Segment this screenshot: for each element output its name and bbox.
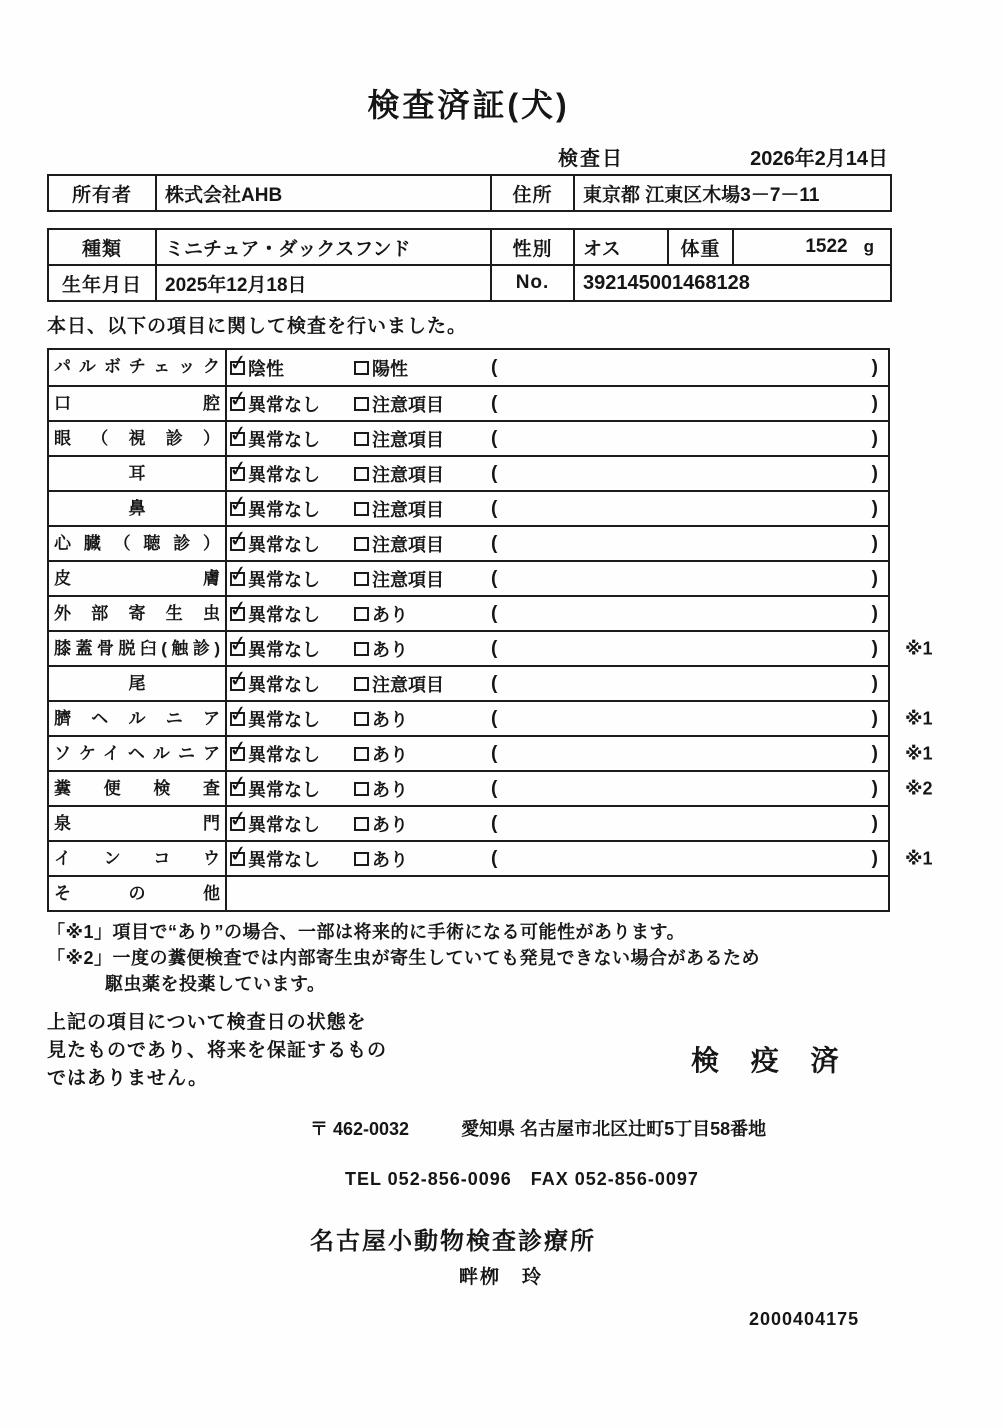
checkbox[interactable]	[227, 699, 250, 727]
option-label: あり	[372, 604, 408, 625]
option-secondary	[354, 671, 491, 697]
checklist-options	[227, 559, 888, 595]
option-label: 注意項目	[372, 534, 444, 555]
remarks-field	[491, 428, 888, 450]
option-primary	[227, 489, 354, 522]
check-mark-icon: ✓	[227, 559, 250, 587]
option-secondary	[354, 566, 491, 592]
option-primary	[227, 524, 354, 557]
clinic-postal-code: 〒 462-0032	[310, 1119, 410, 1139]
checklist-table	[47, 348, 933, 912]
checklist-item-label: 外部寄生虫	[49, 597, 227, 630]
row-note: ※1	[905, 848, 933, 868]
disclaimer-line-2: 見たものであり、将来を保証するもの	[47, 1040, 388, 1061]
paren-close: )	[871, 602, 878, 624]
footnote-1: 「※1」項目で“あり”の場合、一部は将来的に手術になる可能性があります。	[47, 922, 686, 942]
option-label: あり	[372, 779, 408, 800]
checkbox[interactable]	[354, 361, 369, 375]
remarks-field	[491, 673, 888, 695]
checklist-options	[227, 699, 888, 735]
checklist-item-label: 耳	[49, 457, 227, 490]
row-note: ※1	[905, 638, 933, 658]
checklist-item-label: インコウ	[49, 842, 227, 875]
checklist-row	[49, 699, 933, 735]
birth-value: 2025年12月18日	[156, 265, 491, 301]
checkbox[interactable]	[227, 664, 250, 692]
paren-open: (	[491, 847, 498, 869]
option-label: 異常なし	[248, 499, 320, 520]
paren-close: )	[871, 532, 878, 554]
checklist-options	[227, 489, 888, 525]
check-mark-icon: ✓	[227, 629, 250, 657]
inspection-date-value: 2026年2月14日	[750, 148, 888, 170]
option-label: 異常なし	[248, 709, 320, 730]
checkbox[interactable]	[354, 712, 369, 726]
checkbox[interactable]	[354, 747, 369, 761]
option-secondary	[354, 531, 491, 557]
option-primary	[227, 699, 354, 732]
option-label: あり	[372, 709, 408, 730]
quarantine-passed-stamp: 検 疫 済	[691, 1045, 851, 1076]
checklist-row	[49, 420, 888, 455]
paren-close: )	[871, 356, 878, 378]
inspection-date-label: 検査日	[558, 148, 624, 170]
checkbox[interactable]	[227, 594, 250, 622]
remarks-field	[491, 638, 888, 660]
inspection-date-row	[47, 142, 890, 168]
weight-value: 1522	[805, 236, 848, 257]
option-primary	[227, 769, 354, 802]
option-label: 異常なし	[248, 569, 320, 590]
checkbox[interactable]	[227, 629, 250, 657]
veterinarian-name: 畔栁 玲	[459, 1267, 544, 1288]
checkbox[interactable]	[227, 454, 250, 482]
checklist-item-label: 膝蓋骨脱臼(触診)	[49, 632, 227, 665]
paren-open: (	[491, 777, 498, 799]
weight-unit: g	[863, 237, 874, 256]
checklist-options	[227, 419, 888, 455]
paren-close: )	[871, 637, 878, 659]
remarks-field	[491, 533, 888, 555]
paren-open: (	[491, 602, 498, 624]
option-label: 異常なし	[248, 779, 320, 800]
check-mark-icon: ✓	[227, 699, 250, 727]
checklist-row	[49, 805, 888, 840]
checkbox[interactable]	[227, 489, 250, 517]
page-title: 検査済証(犬)	[367, 87, 570, 123]
remarks-field	[491, 357, 888, 379]
option-primary	[227, 348, 354, 381]
checklist-row	[49, 560, 888, 595]
option-label: 注意項目	[372, 464, 444, 485]
checklist-item-label: 臍ヘルニア	[49, 702, 227, 735]
checkbox[interactable]	[354, 397, 369, 411]
checkbox[interactable]	[354, 537, 369, 551]
paren-open: (	[491, 812, 498, 834]
checklist-options	[227, 839, 888, 875]
paren-close: )	[871, 707, 878, 729]
checkbox[interactable]	[227, 769, 250, 797]
option-primary	[227, 804, 354, 837]
checkbox[interactable]	[227, 839, 250, 867]
checklist-options	[227, 629, 888, 665]
remarks-field	[491, 603, 888, 625]
checklist-options	[227, 524, 888, 560]
option-secondary	[354, 355, 491, 381]
check-mark-icon: ✓	[227, 664, 250, 692]
remarks-field	[491, 778, 888, 800]
option-label: 異常なし	[248, 674, 320, 695]
owner-label: 所有者	[48, 175, 156, 211]
number-value: 392145001468128	[574, 265, 891, 301]
paren-close: )	[871, 567, 878, 589]
check-mark-icon: ✓	[227, 839, 250, 867]
checkbox[interactable]	[354, 502, 369, 516]
owner-table	[47, 174, 892, 212]
paren-close: )	[871, 742, 878, 764]
birth-row	[48, 265, 891, 301]
clinic-name: 名古屋小動物検査診療所	[310, 1228, 596, 1255]
checklist-item-label: 口腔	[49, 387, 227, 420]
disclaimer-line-1: 上記の項目について検査日の状態を	[47, 1012, 367, 1033]
breed-row	[48, 229, 891, 265]
paren-close: )	[871, 392, 878, 414]
weight-label: 体重	[668, 229, 733, 265]
checkbox[interactable]	[354, 432, 369, 446]
checklist-options	[227, 769, 888, 805]
check-mark-icon: ✓	[227, 594, 250, 622]
option-label: 陰性	[248, 358, 284, 379]
serial-number: 2000404175	[749, 1309, 860, 1329]
checklist-options	[227, 350, 888, 385]
clinic-tel-fax: TEL 052-856-0096 FAX 052-856-0097	[345, 1169, 699, 1189]
option-label: 異常なし	[248, 429, 320, 450]
checklist-row	[49, 665, 888, 700]
option-secondary	[354, 706, 491, 732]
checklist-options	[227, 804, 888, 840]
option-primary	[227, 384, 354, 417]
checkbox[interactable]	[227, 384, 250, 412]
checklist-options	[227, 384, 888, 420]
remarks-field	[491, 708, 888, 730]
option-secondary	[354, 636, 491, 662]
checkbox[interactable]	[227, 734, 250, 762]
paren-open: (	[491, 532, 498, 554]
owner-value: 株式会社AHB	[156, 175, 491, 211]
checklist-item-label: 泉門	[49, 807, 227, 840]
checkbox[interactable]	[354, 607, 369, 621]
option-label: 注意項目	[372, 499, 444, 520]
checklist-options	[227, 664, 888, 700]
option-secondary	[354, 601, 491, 627]
option-label: 異常なし	[248, 639, 320, 660]
breed-label: 種類	[48, 229, 156, 265]
option-label: 異常なし	[248, 394, 320, 415]
option-secondary	[354, 426, 491, 452]
check-mark-icon: ✓	[227, 489, 250, 517]
checkbox[interactable]	[354, 782, 369, 796]
paren-close: )	[871, 847, 878, 869]
row-note: ※2	[905, 778, 933, 798]
checklist-item-label: その他	[49, 877, 227, 910]
checklist-options	[227, 877, 888, 910]
breed-value: ミニチュア・ダックスフンド	[156, 229, 491, 265]
checkbox[interactable]	[354, 467, 369, 481]
address-value: 東京都 江東区木場3－7－11	[574, 175, 891, 211]
checklist-row	[49, 350, 888, 385]
footnote-2: 「※2」一度の糞便検査では内部寄生虫が寄生していても発見できない場合があるため	[47, 948, 761, 968]
row-note: ※1	[905, 743, 933, 763]
option-primary	[227, 559, 354, 592]
checklist-row	[49, 595, 888, 630]
remarks-field	[491, 498, 888, 520]
option-label: あり	[372, 639, 408, 660]
option-label: 異常なし	[248, 849, 320, 870]
checklist-item-label: 糞便検査	[49, 772, 227, 805]
number-label: No.	[491, 265, 574, 301]
option-label: 異常なし	[248, 604, 320, 625]
checklist-row	[49, 385, 888, 420]
paren-open: (	[491, 742, 498, 764]
option-secondary	[354, 846, 491, 872]
checklist-item-label: 心臓（聴診）	[49, 527, 227, 560]
check-mark-icon: ✓	[227, 524, 250, 552]
paren-open: (	[491, 356, 498, 378]
remarks-field	[491, 568, 888, 590]
option-secondary	[354, 776, 491, 802]
checklist-row	[49, 875, 888, 910]
checkbox[interactable]	[227, 524, 250, 552]
check-mark-icon: ✓	[227, 804, 250, 832]
paren-open: (	[491, 637, 498, 659]
option-label: あり	[372, 849, 408, 870]
animal-info-table	[47, 228, 892, 302]
paren-close: )	[871, 672, 878, 694]
remarks-field	[491, 393, 888, 415]
remarks-field	[491, 463, 888, 485]
paren-close: )	[871, 777, 878, 799]
checkbox[interactable]	[227, 348, 250, 376]
option-label: 異常なし	[248, 534, 320, 555]
address-label: 住所	[491, 175, 574, 211]
checkbox[interactable]	[227, 804, 250, 832]
option-primary	[227, 629, 354, 662]
option-primary	[227, 454, 354, 487]
row-note: ※1	[905, 708, 933, 728]
checklist-item-label: ソケイヘルニア	[49, 737, 227, 770]
checkbox[interactable]	[227, 419, 250, 447]
sex-value: オス	[574, 229, 668, 265]
option-label: あり	[372, 744, 408, 765]
checklist-row	[49, 629, 933, 665]
option-label: 異常なし	[248, 744, 320, 765]
birth-label: 生年月日	[48, 265, 156, 301]
owner-row	[48, 175, 891, 211]
checklist-item-label: 眼（視診）	[49, 422, 227, 455]
checklist-row	[49, 525, 888, 560]
checkbox[interactable]	[354, 642, 369, 656]
option-label: 注意項目	[372, 674, 444, 695]
checkbox[interactable]	[354, 817, 369, 831]
check-mark-icon: ✓	[227, 734, 250, 762]
check-mark-icon: ✓	[227, 454, 250, 482]
sex-label: 性別	[491, 229, 574, 265]
paren-open: (	[491, 707, 498, 729]
option-secondary	[354, 496, 491, 522]
paren-open: (	[491, 567, 498, 589]
option-secondary	[354, 811, 491, 837]
paren-close: )	[871, 462, 878, 484]
checklist-item-label: 鼻	[49, 492, 227, 525]
checkbox[interactable]	[227, 559, 250, 587]
checklist-row	[49, 839, 933, 875]
checkbox[interactable]	[354, 572, 369, 586]
option-primary	[227, 734, 354, 767]
remarks-field	[491, 813, 888, 835]
option-secondary	[354, 741, 491, 767]
paren-open: (	[491, 672, 498, 694]
paren-open: (	[491, 392, 498, 414]
checklist-row	[49, 455, 888, 490]
checklist-options	[227, 454, 888, 490]
option-secondary	[354, 461, 491, 487]
checklist-options	[227, 734, 888, 770]
option-primary	[227, 419, 354, 452]
remarks-field	[491, 848, 888, 870]
checklist-row	[49, 769, 933, 805]
checkbox[interactable]	[354, 852, 369, 866]
paren-open: (	[491, 497, 498, 519]
option-label: 陽性	[372, 358, 408, 379]
option-label: 注意項目	[372, 394, 444, 415]
clinic-address-row	[47, 1115, 890, 1141]
intro-sentence: 本日、以下の項目に関して検査を行いました。	[47, 316, 468, 337]
check-mark-icon: ✓	[227, 348, 250, 376]
checklist-item-label: 皮膚	[49, 562, 227, 595]
option-label: 異常なし	[248, 814, 320, 835]
option-label: 異常なし	[248, 464, 320, 485]
paren-open: (	[491, 462, 498, 484]
clinic-address: 愛知県 名古屋市北区辻町5丁目58番地	[461, 1119, 767, 1139]
disclaimer-line-3: ではありません。	[47, 1068, 209, 1089]
paren-close: )	[871, 497, 878, 519]
option-primary	[227, 839, 354, 872]
checklist-item-label: 尾	[49, 667, 227, 700]
option-primary	[227, 664, 354, 697]
weight-cell	[733, 229, 891, 265]
checkbox[interactable]	[354, 677, 369, 691]
check-mark-icon: ✓	[227, 769, 250, 797]
checklist-row	[49, 734, 933, 770]
option-label: 注意項目	[372, 569, 444, 590]
footnote-2-continued: 駆虫薬を投薬しています。	[105, 974, 326, 994]
paren-close: )	[871, 812, 878, 834]
paren-open: (	[491, 427, 498, 449]
option-label: 注意項目	[372, 429, 444, 450]
option-secondary	[354, 391, 491, 417]
checklist-item-label: パルボチェック	[49, 350, 227, 385]
paren-close: )	[871, 427, 878, 449]
footnotes	[47, 919, 890, 997]
option-primary	[227, 594, 354, 627]
closing-block	[47, 1009, 890, 1105]
option-label: あり	[372, 814, 408, 835]
remarks-field	[491, 743, 888, 765]
checklist-options	[227, 594, 888, 630]
check-mark-icon: ✓	[227, 419, 250, 447]
checklist-row	[49, 490, 888, 525]
check-mark-icon: ✓	[227, 384, 250, 412]
